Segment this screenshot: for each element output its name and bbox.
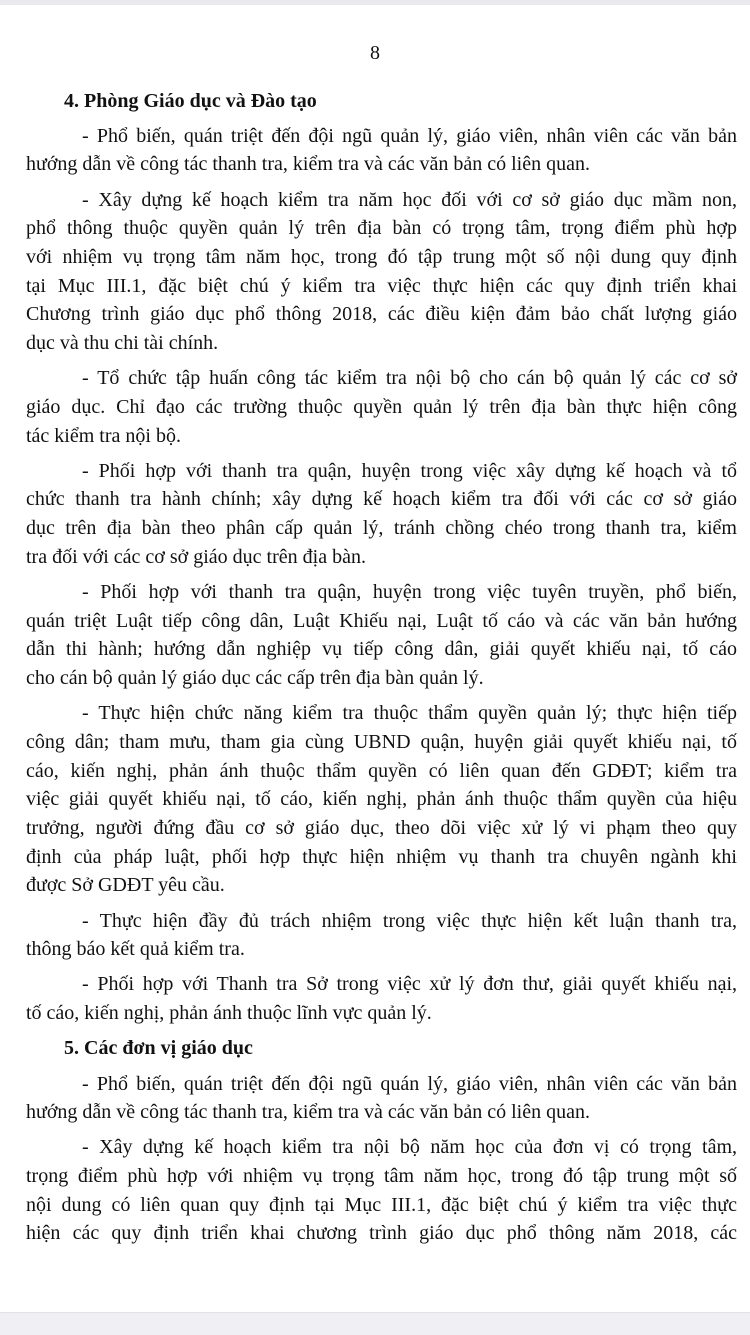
- section-heading-text: 5. Các đơn vị giáo dục: [64, 1037, 253, 1060]
- paragraph: [26, 907, 737, 964]
- text-line: định của pháp luật, phối hợp thực hiện nhiệm vụ thanh tra chuyên ngành khi: [26, 845, 737, 868]
- paragraph: [26, 364, 737, 450]
- text-line: - Xây dựng kế hoạch kiểm tra nội bộ năm học của đơn vị có trọng tâm,: [82, 1136, 737, 1159]
- paragraph: [26, 1070, 737, 1127]
- text-line: việc giải quyết khiếu nại, tố cáo, kiến nghị, phản ánh thuộc thẩm quyền của hiệu: [26, 788, 737, 811]
- text-line: dục và thu chi tài chính.: [26, 332, 219, 354]
- paragraph: [26, 1133, 737, 1248]
- paragraph: [26, 457, 737, 572]
- text-line: dẫn thi hành; hướng dẫn nghiệp vụ tiếp công dân, giải quyết khiếu nại, tố cáo: [26, 638, 737, 661]
- text-line: hướng dẫn về công tác thanh tra, kiểm tra và các văn bản có liên quan.: [26, 153, 590, 176]
- document-body: [26, 80, 737, 1248]
- text-line: công dân; tham mưu, tham gia cùng UBND quận, huyện giải quyết khiếu nại, tố: [26, 730, 737, 753]
- text-line: thông báo kết quả kiểm tra.: [26, 938, 245, 961]
- text-line: - Phổ biến, quán triệt đến đội ngũ quán lý, giáo viên, nhân viên các văn bản: [82, 1072, 737, 1095]
- text-line: trưởng, người đứng đầu cơ sở giáo dục, theo dõi việc xử lý vi phạm theo quy: [26, 817, 737, 839]
- text-line: chức thanh tra hành chính; xây dựng kế hoạch kiểm tra đối với các cơ sở giáo: [26, 488, 737, 511]
- text-line: - Phối hợp với thanh tra quận, huyện trong việc tuyên truyền, phổ biến,: [82, 581, 737, 603]
- text-line: Chương trình giáo dục phổ thông 2018, các điều kiện đảm bảo chất lượng giáo: [26, 303, 737, 326]
- text-line: hướng dẫn về công tác thanh tra, kiểm tra và các văn bản có liên quan.: [26, 1101, 590, 1124]
- text-line: được Sở GDĐT yêu cầu.: [26, 874, 225, 897]
- text-line: - Phối hợp với Thanh tra Sở trong việc xử lý đơn thư, giải quyết khiếu nại,: [82, 973, 737, 996]
- text-line: - Thực hiện chức năng kiểm tra thuộc thẩm quyền quản lý; thực hiện tiếp: [82, 702, 737, 725]
- text-line: - Thực hiện đầy đủ trách nhiệm trong việc thực hiện kết luận thanh tra,: [82, 909, 737, 932]
- text-line: tác kiểm tra nội bộ.: [26, 424, 181, 447]
- text-line: cho cán bộ quản lý giáo dục các cấp trên địa bàn quản lý.: [26, 667, 484, 690]
- section-heading-text: 4. Phòng Giáo dục và Đào tạo: [64, 89, 317, 112]
- text-line: - Tổ chức tập huấn công tác kiểm tra nội bộ cho cán bộ quản lý các cơ sở: [82, 367, 737, 390]
- text-line: - Xây dựng kế hoạch kiểm tra năm học đối với cơ sở giáo dục mầm non,: [82, 188, 737, 211]
- section-heading: [26, 87, 737, 116]
- paragraph: [26, 122, 737, 179]
- text-line: với nhiệm vụ trọng tâm năm học, trong đó tập trung một số nội dung quy định: [26, 245, 737, 268]
- text-line: phổ thông thuộc quyền quản lý trên địa bàn có trọng tâm, trọng điểm phù hợp: [26, 217, 737, 240]
- text-line: dục trên địa bàn theo phân cấp quản lý, tránh chồng chéo trong thanh tra, kiểm: [26, 517, 737, 540]
- text-line: giáo dục. Chỉ đạo các trường thuộc quyền quản lý trên địa bàn thực hiện công: [26, 395, 737, 418]
- text-line: tra đối với các cơ sở giáo dục trên địa bàn.: [26, 545, 366, 568]
- paragraph: [26, 699, 737, 900]
- paragraph: [26, 186, 737, 358]
- text-line: trọng điểm phù hợp với nhiệm vụ trọng tâm năm học, trong đó tập trung một số: [26, 1165, 737, 1188]
- text-line: cáo, kiến nghị, phản ánh thuộc thẩm quyền có liên quan đến GDĐT; kiểm tra: [26, 759, 737, 782]
- paragraph: [26, 970, 737, 1027]
- section-heading: [26, 1034, 737, 1063]
- text-line: quán triệt Luật tiếp công dân, Luật Khiếu nại, Luật tố cáo và các văn bản hướng: [26, 609, 737, 632]
- page-number: 8: [370, 42, 380, 64]
- text-line: nội dung có liên quan quy định tại Mục III.1, đặc biệt chú ý kiểm tra việc thực: [26, 1193, 737, 1216]
- text-line: - Phối hợp với thanh tra quận, huyện trong việc xây dựng kế hoạch và tổ: [82, 459, 737, 482]
- top-bar: [0, 0, 750, 5]
- text-line: tố cáo, kiến nghị, phản ánh thuộc lĩnh vực quản lý.: [26, 1002, 432, 1025]
- text-line: tại Mục III.1, đặc biệt chú ý kiểm tra việc thực hiện các quy định triển khai: [26, 274, 737, 297]
- text-line: - Phổ biến, quán triệt đến đội ngũ quản lý, giáo viên, nhân viên các văn bản: [82, 124, 737, 147]
- text-line: hiện các quy định triển khai chương trình giáo dục phổ thông năm 2018, các: [26, 1222, 737, 1245]
- paragraph: [26, 578, 737, 693]
- bottom-toolbar: [0, 1312, 750, 1335]
